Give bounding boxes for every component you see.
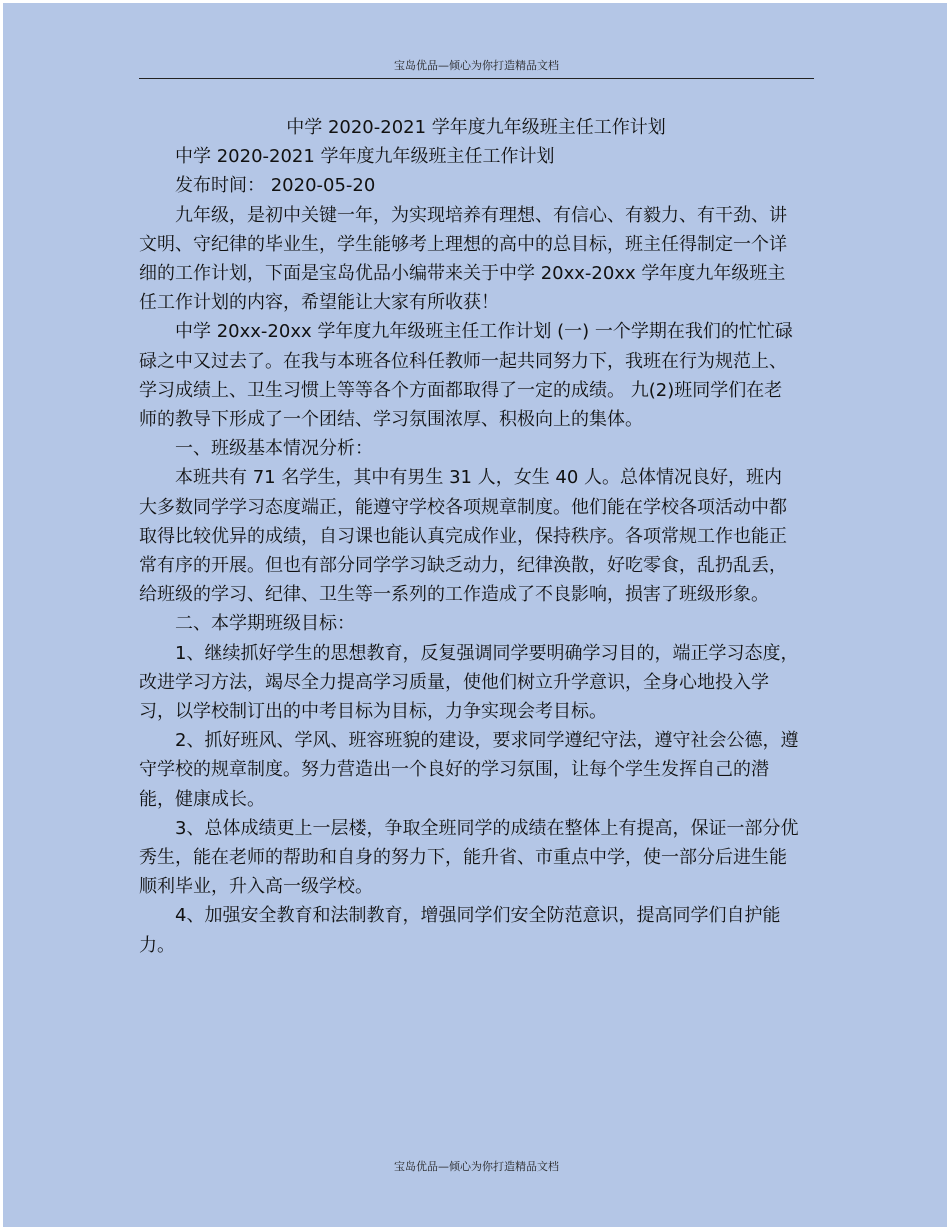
goal-item-1: 1、继续抓好学生的思想教育，反复强调同学要明确学习目的，端正学习态度，改进学习方法，竭尽全力提高学习质量，使他们树立升学意识，全身心地投入学习，以学校制订出的中考目标为目标，力争实现会考目标。 bbox=[139, 642, 799, 723]
document-title: 中学 2020-2021 学年度九年级班主任工作计划 bbox=[286, 117, 666, 138]
paragraph-analysis: 本班共有 71 名学生，其中有男生 31 人，女生 40 人。总体情况良好，班内大多数同学学习态度端正，能遵守学校各项规章制度。他们能在学校各项活动中都取得比较优异的成绩，自习课也能认真完成作业，保持秩序。各项常规工作也能正常有序的开展。但也有部分同学学习缺乏动力，纪律涣散，好吃零食，乱扔乱丢，给班级的学习、纪律、卫生等一系列的工作造成了不良影响，损害了班级形象。 bbox=[139, 467, 787, 606]
section-heading-goals: 二、本学期班级目标： bbox=[175, 613, 355, 635]
publish-time: 发布时间： 2020-05-20 bbox=[175, 175, 376, 197]
paragraph-intro: 九年级，是初中关键一年，为实现培养有理想、有信心、有毅力、有干劲、讲文明、守纪律的毕业生，学生能够考上理想的高中的总目标，班主任得制定一个详细的工作计划，下面是宝岛优品小编带来关于中学 20xx-20xx 学年度九年级班主任工作计划的内容，希望能让大家有所收获！ bbox=[139, 204, 787, 314]
goal-item-2: 2、抓好班风、学风、班容班貌的建设，要求同学遵纪守法，遵守社会公德，遵守学校的规章制度。努力营造出一个良好的学习氛围，让每个学生发挥自己的潜能，健康成长。 bbox=[139, 730, 799, 810]
header-divider bbox=[139, 78, 814, 79]
paragraph-plan-one: 中学 20xx-20xx 学年度九年级班主任工作计划 (一) 一个学期在我们的忙忙碌碌之中又过去了。在我与本班各位科任教师一起共同努力下，我班在行为规范上、学习成绩上、卫生习惯上等等各个方面都取得了一定的成绩。 九(2)班同学们在老师的教导下形成了一个团结、学习氛围浓厚、积极向上的集体。 bbox=[139, 321, 793, 431]
document-subtitle: 中学 2020-2021 学年度九年级班主任工作计划 bbox=[175, 146, 555, 168]
page-header: 宝岛优品—倾心为你打造精品文档 bbox=[394, 59, 559, 72]
section-heading-analysis: 一、班级基本情况分析： bbox=[175, 438, 373, 460]
goal-item-3: 3、总体成绩更上一层楼，争取全班同学的成绩在整体上有提高，保证一部分优秀生，能在老师的帮助和自身的努力下，能升省、市重点中学，使一部分后进生能顺利毕业，升入高一级学校。 bbox=[139, 817, 799, 898]
page-footer: 宝岛优品—倾心为你打造精品文档 bbox=[394, 1160, 559, 1173]
document-body bbox=[139, 113, 799, 960]
document-page bbox=[3, 3, 947, 1227]
goal-item-4: 4、加强安全教育和法制教育，增强同学们安全防范意识，提高同学们自护能力。 bbox=[139, 905, 781, 956]
